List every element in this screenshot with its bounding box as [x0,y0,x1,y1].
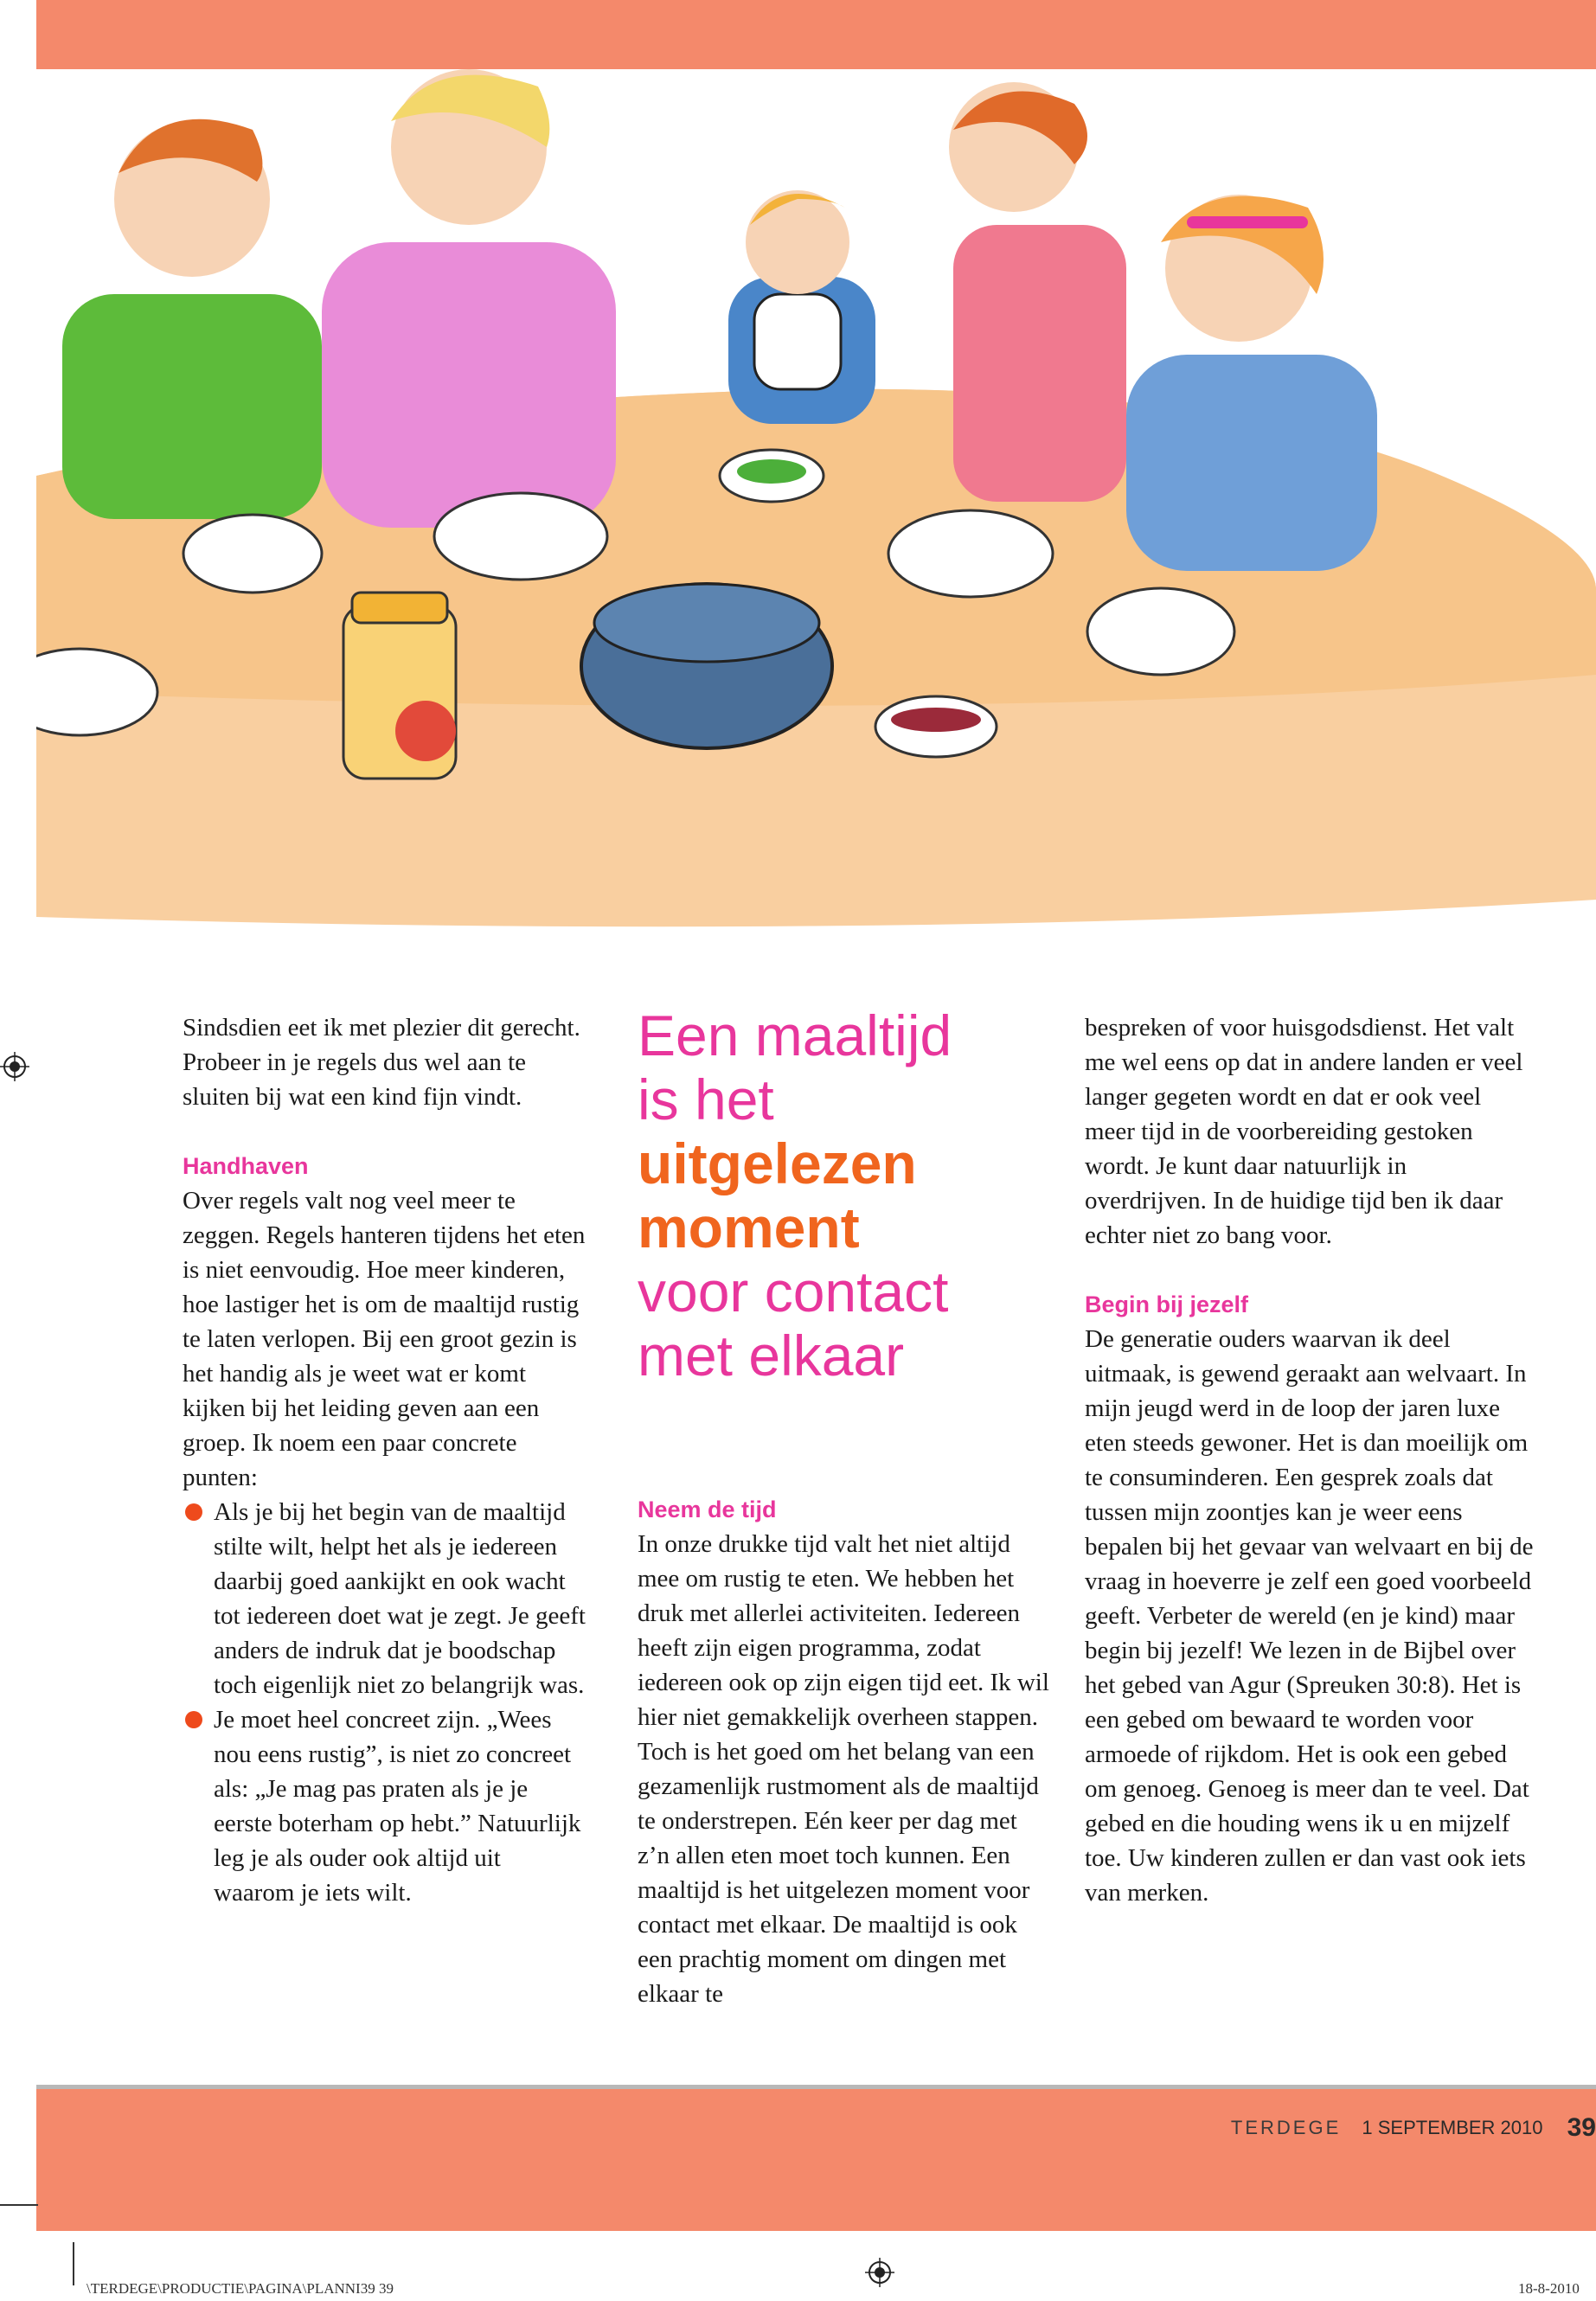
girl2-headband [1187,216,1308,228]
bullet-list [183,1495,586,1910]
pullquote-line: Een maaltijd [638,1003,952,1067]
plate-3 [888,510,1053,597]
issue-date: 1 SEPTEMBER 2010 [1362,2117,1543,2138]
mother-pink-sweater [322,242,616,528]
toddler-head [746,190,849,294]
pullquote-line: is het [638,1067,774,1131]
top-color-band [36,0,1596,69]
crop-mark [0,2204,38,2206]
heading-begin-bij-jezelf: Begin bij jezelf [1085,1292,1249,1317]
bullet-item [183,1702,586,1910]
print-slug-date: 18-8-2010 [1518,2280,1580,2297]
bullet-dot-icon [185,1503,202,1521]
boy-green-sweater [62,294,322,519]
registration-mark-icon [865,2258,894,2287]
pullquote-line: voor contact [638,1259,949,1324]
column1-intro: Sindsdien eet ik met plezier dit gerecht. Probeer in je regels dus wel aan te sluiten bij wat een kind fijn vindt. [183,1014,580,1111]
pullquote-line: uitgelezen [638,1131,917,1195]
column-2 [638,1492,1053,2011]
green-bowl-food [737,459,806,484]
toddler-bib [754,294,841,389]
bullet-text: Je moet heel concreet zijn. „Wees nou eens rustig”, is niet zo concreet als: „Je mag pas praten als je je eerste boterham op hebt.” Natuurlijk leg je als ouder ook altijd uit waarom je iets wilt. [214,1706,581,1907]
pullquote-line: moment [638,1195,860,1259]
plate-1 [183,515,322,593]
heading-handhaven: Handhaven [183,1153,309,1179]
bullet-text: Als je bij het begin van de maaltijd stilte wilt, helpt het als je iedereen daarbij goed aankijkt en ook wacht tot iedereen doet wat je zegt. Je geeft anders de indruk dat je boodschap toch eigenlijk niet zo belangrijk was. [214,1498,586,1699]
column-3 [1085,1010,1535,1910]
girl-blue-sweater [1126,355,1377,571]
column3-intro: bespreken of voor huisgodsdienst. Het valt me wel eens op dat in andere landen er veel langer gegeten wordt en dat er ook veel meer tijd in de voorbereiding gestoken wordt. Je kunt daar natuurlijk in overdrijven. In de huidige tijd ben ik daar echter niet zo bang voor. [1085,1014,1523,1249]
plate-4 [1087,588,1234,675]
illustration-drawing [36,69,1596,934]
girl-striped-shirt [953,225,1126,502]
column3-body: De generatie ouders waarvan ik deel uitmaak, is gewend geraakt aan welvaart. In mijn jeugd werd in de loop der jaren luxe eten steeds gewoner. Het is dan moeilijk om te consuminderen. Een gesprek zoals dat tussen mijn zoontjes kan je weer eens bepalen bij het gevaar van welvaart en bij de vraag in hoeverre je zelf een goed voorbeeld geeft. Verbeter de wereld (en je kind) maar begin bij jezelf! We lezen in de Bijbel over het gebed van Agur (Spreuken 30:8). Het is een gebed om bewaard te worden voor armoede of rijkdom. Het is ook een gebed om genoeg. Genoeg is meer dan te veel. Dat gebed en die houding wens ik u en mijzelf toe. Uw kinderen zullen er dan vast ook iets van merken. [1085,1325,1534,1907]
sauce [891,708,981,732]
page-footer [1231,2112,1596,2141]
pot-lid [594,584,819,662]
crop-mark [73,2242,74,2285]
column-1 [183,1010,586,1910]
bullet-dot-icon [185,1711,202,1728]
pullquote-line: met elkaar [638,1324,905,1388]
pull-quote [638,1003,1053,1388]
print-slug-path: \TERDEGE\PRODUCTIE\PAGINA\PLANNI39 39 [87,2280,394,2297]
bottom-color-band [36,2089,1596,2231]
page-number: 39 [1567,2113,1596,2142]
jar-lid [352,593,447,623]
bullet-item [183,1495,586,1702]
heading-neem-de-tijd: Neem de tijd [638,1497,777,1522]
family-dinner-illustration [36,69,1596,934]
column2-body: In onze drukke tijd valt het niet altijd mee om rustig te eten. We hebben het druk met allerlei activiteiten. Iedereen heeft zijn eigen programma, zodat iedereen ook op zijn eigen tijd eet. Ik wil hier niet gemakkelijk overheen stappen. Toch is het goed om het belang van een gezamenlijk rustmoment als de maaltijd te onderstrepen. Eén keer per dag met z’n allen eten moet toch kunnen. Een maaltijd is het uitgelezen moment voor contact met elkaar. De maaltijd is ook een prachtig moment om dingen met elkaar te [638,1530,1049,2008]
plate-2 [434,493,607,580]
magazine-name: TERDEGE [1230,2117,1342,2138]
jar-apple-label [395,701,456,761]
registration-mark-icon [0,1052,29,1081]
column1-body: Over regels valt nog veel meer te zeggen. Regels hanteren tijdens het eten is niet eenvoudig. Hoe meer kinderen, hoe lastiger het is om de maaltijd rustig te laten verlopen. Bij een groot gezin is het handig als je weet wat er komt kijken bij het leiding geven aan een groep. Ik noem een paar concrete punten: [183,1187,586,1491]
